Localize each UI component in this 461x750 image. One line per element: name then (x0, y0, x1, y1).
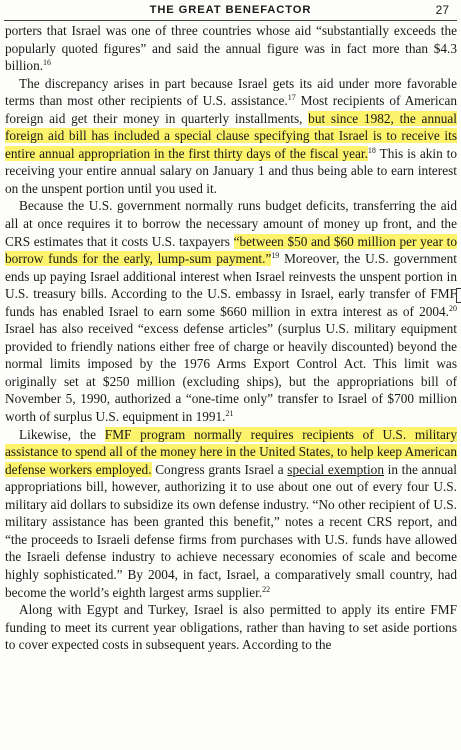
text-run: Israel has also received “excess defense articles” (surplus U.S. military equipment provided to friendly nations either free of charge or heavily discounted) beyond the normal limits imposed by the 1976 Arms Export Control Act. This limit was originally set at $250 million (excluding ships), but the appropriations bill of November 5, 1990, authorized a “one-time only” transfer to Israel of $700 million worth of surplus U.S. equipment in 1991. (5, 321, 457, 425)
footnote-ref: 17 (287, 93, 296, 103)
highlighted-passage: but since 1982, the annual foreign aid bill has included a special clause specifying that Israel is to receive its entire annual appropriation in the first thirty days of the fiscal year. (5, 110, 457, 161)
running-title: THE GREAT BENEFACTOR (149, 4, 312, 16)
footnote-ref: 19 (271, 251, 280, 261)
text-run: Likewise, the (19, 426, 105, 442)
running-head (0, 3, 461, 19)
text-run: Congress grants Israel a (151, 461, 288, 477)
text-run: Moreover, the U.S. government ends up paying Israel additional interest when Israel reinvests the unspent portion in U.S. treasury bills. According to the U.S. embassy in Israel, early transfer of FMF funds has enabled Israel to earn some $660 million in extra interest as of 2004. (5, 251, 457, 319)
footnote-ref: 21 (225, 409, 234, 419)
header-rule (4, 20, 457, 21)
footnote-ref: 22 (262, 584, 271, 594)
body-text (5, 22, 457, 654)
highlighted-passage: FMF program normally requires recipients of U.S. military assistance to spend all of the money here in the United States, to help keep American defense workers employed. (5, 426, 457, 477)
paragraph (5, 426, 457, 601)
footnote-ref: 18 (367, 145, 376, 155)
text-run: Because the U.S. government normally runs budget deficits, transferring the aid all at once requires it to borrow the necessary amount of money up front, and the CRS estimates that it costs U.S. taxpayers (5, 198, 457, 249)
paragraph (5, 75, 457, 198)
margin-bracket-mark (456, 288, 461, 303)
text-run: Along with Egypt and Turkey, Israel is also permitted to apply its entire FMF funding to meet its current year obligations, rather than having to set aside portions to cover expected costs in subsequent years. According to the (5, 602, 457, 653)
text-run: Most recipients of American foreign aid get their money in quarterly installments, (5, 93, 457, 126)
paragraph (5, 601, 457, 654)
underlined-phrase: special exemption (287, 461, 384, 477)
footnote-ref: 16 (43, 58, 52, 68)
text-run: The discrepancy arises in part because Israel gets its aid under more favorable terms than most other recipients of U.S. assistance. (5, 75, 457, 109)
paragraph (5, 22, 457, 75)
page-number: 27 (435, 3, 449, 17)
footnote-ref: 20 (449, 303, 457, 313)
text-run: in the annual appropriations bill, however, authorizing it to use about one out of every four U.S. military aid dollars to subsidize its own defense industry. “No other recipient of U.S. military assistance has been granted this benefit,” notes a recent CRS report, and “the proceeds to Israeli defense firms from purchases with U.S. funds have allowed the Israeli defense industry to achieve necessary economies of scale and become highly sophisticated.” By 2004, in fact, Israel, a comparatively small country, had become the world’s eighth largest arms supplier. (5, 461, 458, 600)
text-run: This is akin to receiving your entire annual salary on January 1 and thus being able to earn interest on the unspent portion until you used it. (5, 145, 457, 196)
highlighted-passage: “between $50 and $60 million per year to borrow funds for the early, lump-sum payment.” (5, 233, 457, 267)
paragraph (5, 197, 457, 425)
text-run: porters that Israel was one of three countries whose aid “substantially exceeds the popularly quoted figures” and said the annual figure was in fact more than $4.3 billion. (5, 23, 457, 74)
